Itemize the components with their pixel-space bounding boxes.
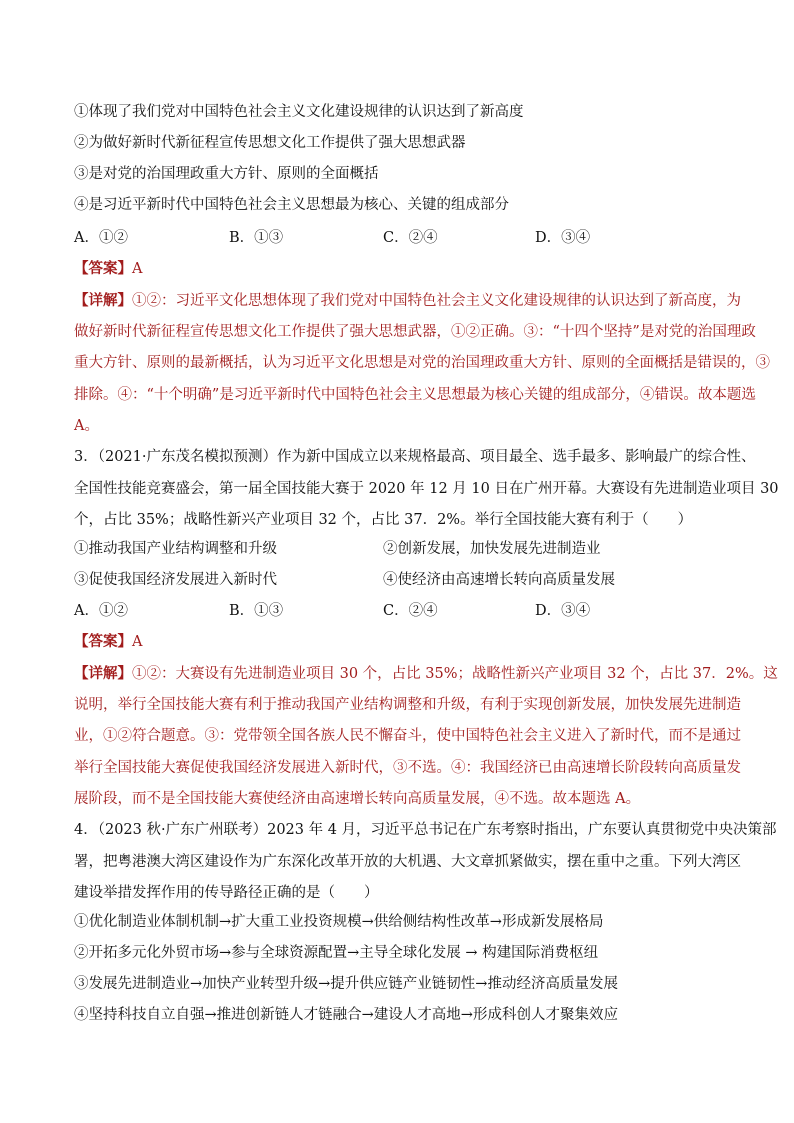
answer-value: A xyxy=(132,634,143,650)
q2-detail xyxy=(74,285,770,443)
detail-line: 重大方针、原则的最新概括，认为习近平文化思想是对党的治国理政重大方针、原则的全面概括是错误的，③ xyxy=(74,355,770,371)
answer-label: 【答案】 xyxy=(74,633,132,650)
detail-line: A。 xyxy=(74,418,99,434)
q3-statement-4: ④使经济由高速增长转向高质量发展 xyxy=(383,572,615,588)
stem-line: 全国性技能竞赛盛会，第一届全国技能大赛于 2020 年 12 月 10 日在广州开幕。大赛设有先进制造业项目 30 xyxy=(74,480,779,497)
q3-statement-1: ①推动我国产业结构调整和升级 xyxy=(74,541,277,557)
q4-statement-1: ①优化制造业体制机制→扩大重工业投资规模→供给侧结构性改革→形成新发展格局 xyxy=(74,914,604,930)
detail-line: ①②：习近平文化思想体现了我们党对中国特色社会主义文化建设规律的认识达到了新高度，为 xyxy=(132,293,741,309)
detail-line: 展阶段，而不是全国技能大赛使经济由高速增长转向高质量发展，④不选。故本题选 A。 xyxy=(74,791,641,807)
detail-line: ①②：大赛设有先进制造业项目 30 个，占比 35%；战略性新兴产业项目 32 个，占比 37．2%。这 xyxy=(132,666,778,682)
detail-label: 【详解】 xyxy=(74,292,132,309)
q3-option-d: D．③④ xyxy=(535,603,591,619)
detail-line: 做好新时代新征程宣传思想文化工作提供了强大思想武器，①②正确。③：“十四个坚持”是对党的治国理政 xyxy=(74,323,756,340)
stem-line: 4．（2023 秋·广东广州联考）2023 年 4 月，习近平总书记在广东考察时指出，广东要认真贯彻党中央决策部 xyxy=(74,822,777,838)
q2-option-d: D．③④ xyxy=(535,230,591,246)
answer-label: 【答案】 xyxy=(74,260,132,277)
detail-label: 【详解】 xyxy=(74,665,132,682)
detail-line: 业，①②符合题意。③：党带领全国各族人民不懈奋斗，使中国特色社会主义进入了新时代，而不是通过 xyxy=(74,728,741,744)
q4-statement-3: ③发展先进制造业→加快产业转型升级→提升供应链产业链韧性→推动经济高质量发展 xyxy=(74,976,618,992)
q3-option-a: A．①② xyxy=(74,603,128,619)
detail-line: 举行全国技能大赛促使我国经济发展进入新时代，③不选。④：我国经济已由高速增长阶段转向高质量发 xyxy=(74,759,741,776)
q2-option-a: A．①② xyxy=(74,230,128,246)
q3-option-b: B．①③ xyxy=(229,603,284,619)
q3-answer xyxy=(74,632,142,652)
stem-line: 署，把粤港澳大湾区建设作为广东深化改革开放的大机遇、大文章抓紧做实，摆在重中之重。下列大湾区 xyxy=(74,853,741,870)
detail-line: 排除。④：“十个明确”是习近平新时代中国特色社会主义思想最为核心关键的组成部分，④错误。故本题选 xyxy=(74,386,756,403)
q3-statement-3: ③促使我国经济发展进入新时代 xyxy=(74,572,277,588)
q3-option-c: C．②④ xyxy=(383,603,438,619)
q2-option-b: B．①③ xyxy=(229,230,284,246)
q4-stem xyxy=(74,815,777,910)
answer-value: A xyxy=(132,261,143,277)
q4-statement-4: ④坚持科技自立自强→推进创新链人才链融合→建设人才高地→形成科创人才聚集效应 xyxy=(74,1007,618,1023)
stem-line: 建设举措发挥作用的传导路径正确的是（ ） xyxy=(74,885,379,901)
q2-statement-2: ②为做好新时代新征程宣传思想文化工作提供了强大思想武器 xyxy=(74,135,466,151)
q2-answer xyxy=(74,259,142,279)
stem-line: 个，占比 35%；战略性新兴产业项目 32 个，占比 37．2%。举行全国技能大赛有利于（ ） xyxy=(74,512,693,528)
q2-statement-4: ④是习近平新时代中国特色社会主义思想最为核心、关键的组成部分 xyxy=(74,197,509,213)
stem-line: 3．（2021·广东茂名模拟预测）作为新中国成立以来规格最高、项目最全、选手最多、影响最广的综合性、 xyxy=(74,449,756,465)
detail-line: 说明，举行全国技能大赛有利于推动我国产业结构调整和升级，有利于实现创新发展，加快发展先进制造 xyxy=(74,696,741,713)
q4-statement-2: ②开拓多元化外贸市场→参与全球资源配置→主导全球化发展 → 构建国际消费枢纽 xyxy=(74,945,599,961)
q3-detail xyxy=(74,658,778,816)
q3-stem xyxy=(74,442,779,537)
q2-option-c: C．②④ xyxy=(383,230,438,246)
q3-statement-2: ②创新发展，加快发展先进制造业 xyxy=(383,541,601,557)
q2-statement-3: ③是对党的治国理政重大方针、原则的全面概括 xyxy=(74,166,379,182)
q2-statement-1: ①体现了我们党对中国特色社会主义文化建设规律的认识达到了新高度 xyxy=(74,104,524,120)
